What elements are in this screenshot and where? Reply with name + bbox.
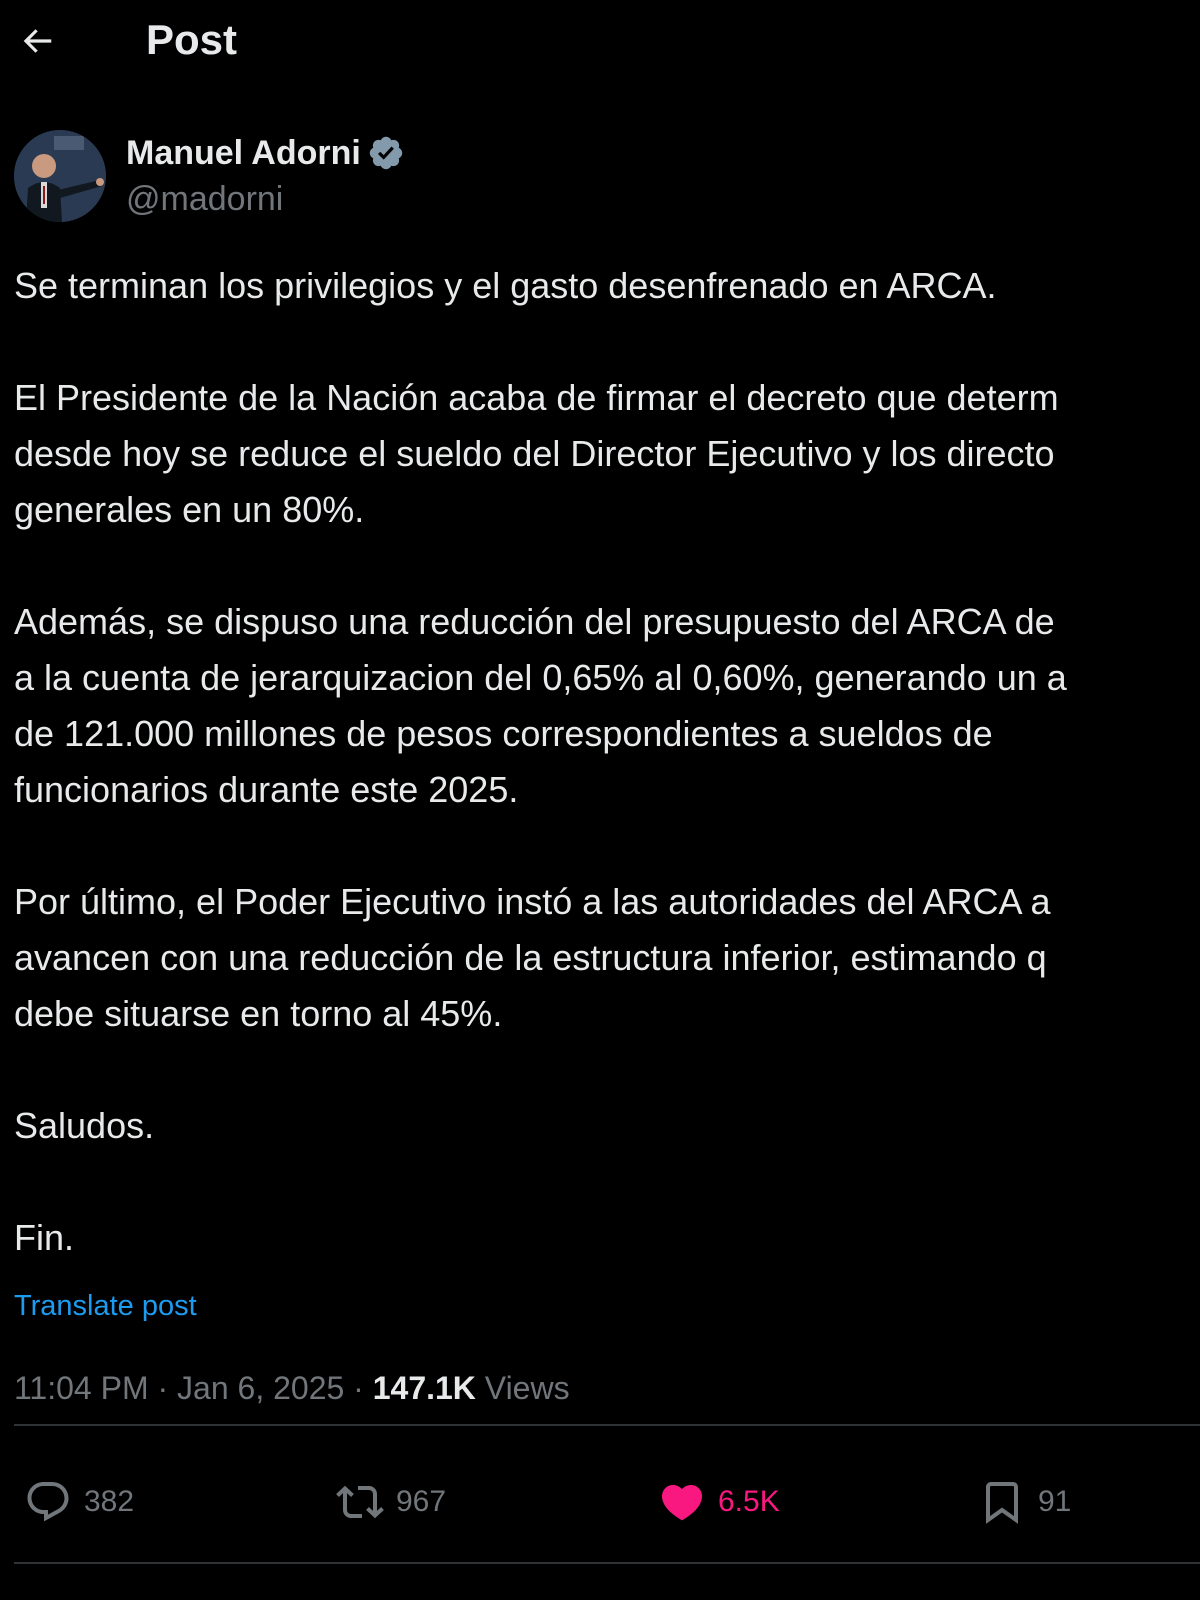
header	[0, 0, 1200, 80]
views-label: Views	[484, 1370, 570, 1406]
post-line: Saludos.	[14, 1105, 155, 1146]
back-arrow-icon	[18, 22, 56, 60]
post-text	[14, 258, 1200, 1322]
post-line: El Presidente de la Nación acaba de firmar el decreto que determ	[14, 377, 1059, 418]
post-time[interactable]: 11:04 PM	[14, 1370, 149, 1406]
like-count: 6.5K	[718, 1485, 780, 1518]
back-button[interactable]	[14, 18, 60, 64]
meta-separator: ·	[353, 1370, 364, 1406]
bookmark-button[interactable]	[978, 1452, 1071, 1552]
display-name[interactable]	[126, 132, 405, 174]
bookmark-icon	[978, 1478, 1026, 1526]
repost-icon	[336, 1478, 384, 1526]
page-title: Post	[146, 16, 238, 63]
action-bar	[0, 1452, 1200, 1552]
bookmark-count: 91	[1038, 1485, 1072, 1518]
post-line: de 121.000 millones de pesos correspondientes a sueldos de	[14, 713, 993, 754]
post-line: Por último, el Poder Ejecutivo instó a las autoridades del ARCA a	[14, 881, 1051, 922]
post-line: desde hoy se reduce el sueldo del Director Ejecutivo y los directo	[14, 433, 1055, 474]
post-paragraph	[14, 1210, 1200, 1266]
like-button[interactable]	[658, 1452, 780, 1552]
post-date[interactable]: Jan 6, 2025	[177, 1370, 345, 1406]
reply-count: 382	[84, 1485, 135, 1518]
post-line: Se terminan los privilegios y el gasto desenfrenado en ARCA.	[14, 265, 997, 306]
post-line: avancen con una reducción de la estructura inferior, estimando q	[14, 937, 1047, 978]
author-handle[interactable]: @madorni	[126, 180, 284, 218]
post-line: funcionarios durante este 2025.	[14, 769, 519, 810]
post-line: debe situarse en torno al 45%.	[14, 993, 503, 1034]
translate-post-link[interactable]: Translate post	[14, 1290, 197, 1322]
reply-button[interactable]	[24, 1452, 134, 1552]
author-name: Manuel Adorni	[126, 134, 361, 172]
author-block	[14, 128, 714, 228]
post-line: Además, se dispuso una reducción del presupuesto del ARCA de	[14, 601, 1055, 642]
heart-icon	[658, 1478, 706, 1526]
repost-button[interactable]	[336, 1452, 446, 1552]
post-paragraph	[14, 370, 1200, 538]
post-line: a la cuenta de jerarquizacion del 0,65% al 0,60%, generando un a	[14, 657, 1067, 698]
meta-separator: ·	[157, 1370, 169, 1406]
divider	[14, 1424, 1200, 1426]
reply-icon	[24, 1478, 72, 1526]
post-meta	[14, 1368, 570, 1408]
views-count: 147.1K	[372, 1370, 476, 1406]
avatar[interactable]	[14, 130, 106, 222]
divider	[14, 1562, 1200, 1564]
post-paragraph	[14, 258, 1200, 314]
post-paragraph	[14, 594, 1200, 818]
post-line: Fin.	[14, 1217, 75, 1258]
verified-badge-icon	[367, 134, 405, 172]
post-paragraph	[14, 874, 1200, 1042]
avatar-image-icon	[14, 130, 106, 222]
repost-count: 967	[396, 1485, 447, 1518]
post-paragraph	[14, 1098, 1200, 1154]
post-line: generales en un 80%.	[14, 489, 365, 530]
